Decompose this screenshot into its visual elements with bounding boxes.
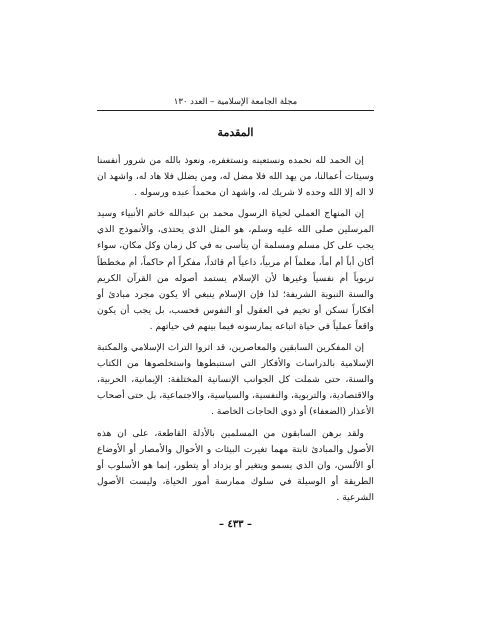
header-rule xyxy=(97,110,374,111)
page-number: – ٤٣٣ – xyxy=(218,519,253,530)
running-header: مجلة الجامعة الإسلامية – العدد ١٣٠ xyxy=(173,97,298,107)
paragraph: إن المنهاج العملي لحياة الرسول محمد بن عبدالله خاتم الأنبياء وسيد المرسلين صلى الله عليه وسلم، هو المثل الذي يحتذى، والأنموذج الذي يجب على كل مسلم ومسلمة أن يتأسى به في كل زمان وكل مكان، سواء أكان أباً أم أماً، معلماً أم مربياً، داعياً أم قائداً، مفكراً أم حاكماً، أم مخططاً تربوياً أم نفسياً وغيرها لأن الإسلام يستمد أصوله من القرآن الكريم والسنة النبوية الشريفة؛ لذا فإن الإسلام ينبغي ألا يكون مجرد مبادئ أو أفكاراً تسكن أو تخيم في العقول أو النفوس فحسب، بل يجب أن يكون واقعاً عملياً في حياة اتباعه يمارسونه فيما بينهم في حياتهم . xyxy=(97,208,374,332)
section-title: المقدمة xyxy=(217,126,254,139)
body-text xyxy=(97,153,374,506)
paragraph: إن الحمد لله نحمده ونستعينه ونستغفره، ونعوذ بالله من شرور أنفسنا وسيئات أعمالنا، من يهد الله فلا مضل له، ومن يضلل فلا هاد له، واشهد ان لا اله إلا الله وحده لا شريك له، واشهد ان محمداً عبده ورسوله . xyxy=(97,155,374,199)
paragraph: إن المفكرين السابقين والمعاصرين، قد اثروا التراث الإسلامي والمكتبة الإسلامية بالدراسات والأفكار التي استنبطوها واستخلصوها من الكتاب والسنة، حتى شملت كل الجوانب الإنسانية المختلفة: الإيمانية، الحربية، والاقتصادية، والتربوية، والنفسية، والسياسية، والاجتماعية، بل حتى أصحاب الأعذار (الضعفاء) أو ذوي الحاجات الخاصة . xyxy=(97,342,374,418)
document-page xyxy=(97,96,374,532)
paragraph: ولقد برهن السابقون من المسلمين بالأدلة القاطعة، على ان هذه الأصول والمبادئ ثابتة مهما تغيرت البيئات و الأحوال والأمصار أو الأوضاع أو الألسن، وان الذي يسمو ويتغير أو يزداد أو يتطور، إنما هو الأسلوب أو الطريقة أو الوسيلة في سلوك ممارسة أمور الحياة، وليست الأصول الشرعية . xyxy=(97,427,374,503)
